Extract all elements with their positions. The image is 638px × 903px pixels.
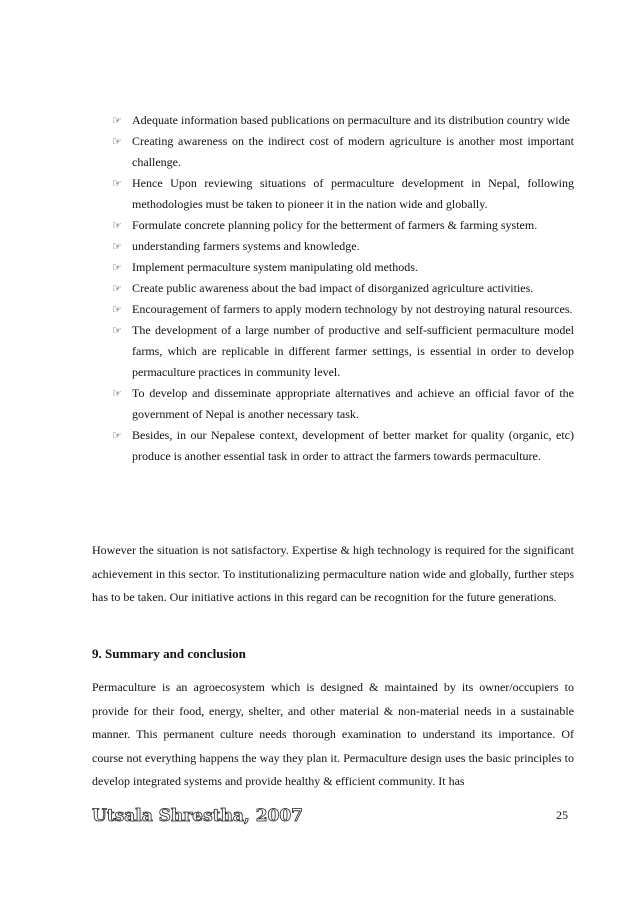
hand-pointer-icon: ☞ [112,135,122,148]
body-paragraph: However the situation is not satisfactory. Expertise & high technology is required for the significant achievement in this sector. To institutionalizing permaculture nation wide and globally, further steps has to be taken. Our initiative actions in this regard can be recognition for the future generations. [92,543,574,604]
list-item [112,299,574,320]
list-item [112,257,574,278]
hand-pointer-icon: ☞ [112,114,122,127]
list-item [112,320,574,383]
bullet-text: Formulate concrete planning policy for the betterment of farmers & farming system. [132,218,538,232]
bullet-text: understanding farmers systems and knowledge. [132,239,360,253]
footer-author: Utsala Shrestha, 2007 [92,806,304,826]
list-item [112,383,574,425]
bullet-text: Create public awareness about the bad impact of disorganized agriculture activities. [132,281,534,295]
bullet-text: Hence Upon reviewing situations of permaculture development in Nepal, following methodologies must be taken to pioneer it in the nation wide and globally. [132,176,574,211]
list-item [112,278,574,299]
body-paragraph: Permaculture is an agroecosystem which is designed & maintained by its owner/occupiers to provide for their food, energy, shelter, and other material & non-material needs in a sustainable manner. This permanent culture needs thorough examination to understand its importance. Of course not everything happens the way they plan it. Permaculture design uses the basic principles to develop integrated systems and provide healthy & efficient community. It has [92,680,574,788]
hand-pointer-icon: ☞ [112,240,122,253]
bullet-text: Encouragement of farmers to apply modern technology by not destroying natural resources. [132,302,573,316]
section-heading: 9. Summary and conclusion [92,646,246,661]
hand-pointer-icon: ☞ [112,219,122,232]
list-item [112,131,574,173]
list-item [112,215,574,236]
bullet-text: Adequate information based publications on permaculture and its distribution country wide [132,113,570,127]
hand-pointer-icon: ☞ [112,303,122,316]
hand-pointer-icon: ☞ [112,324,122,337]
hand-pointer-icon: ☞ [112,177,122,190]
bullet-list [112,110,574,467]
page-number: 25 [556,808,568,822]
bullet-text: Creating awareness on the indirect cost of modern agriculture is another most important challenge. [132,134,574,169]
hand-pointer-icon: ☞ [112,429,122,442]
bullet-text: To develop and disseminate appropriate alternatives and achieve an official favor of the government of Nepal is another necessary task. [132,386,574,421]
list-item [112,110,574,131]
list-item [112,236,574,257]
bullet-text: Besides, in our Nepalese context, development of better market for quality (organic, etc) produce is another essential task in order to attract the farmers towards permaculture. [132,428,574,463]
hand-pointer-icon: ☞ [112,387,122,400]
list-item [112,173,574,215]
hand-pointer-icon: ☞ [112,282,122,295]
list-item [112,425,574,467]
bullet-text: The development of a large number of productive and self-sufficient permaculture model farms, which are replicable in different farmer settings, is essential in order to develop permaculture practices in community level. [132,323,574,379]
bullet-text: Implement permaculture system manipulating old methods. [132,260,418,274]
hand-pointer-icon: ☞ [112,261,122,274]
